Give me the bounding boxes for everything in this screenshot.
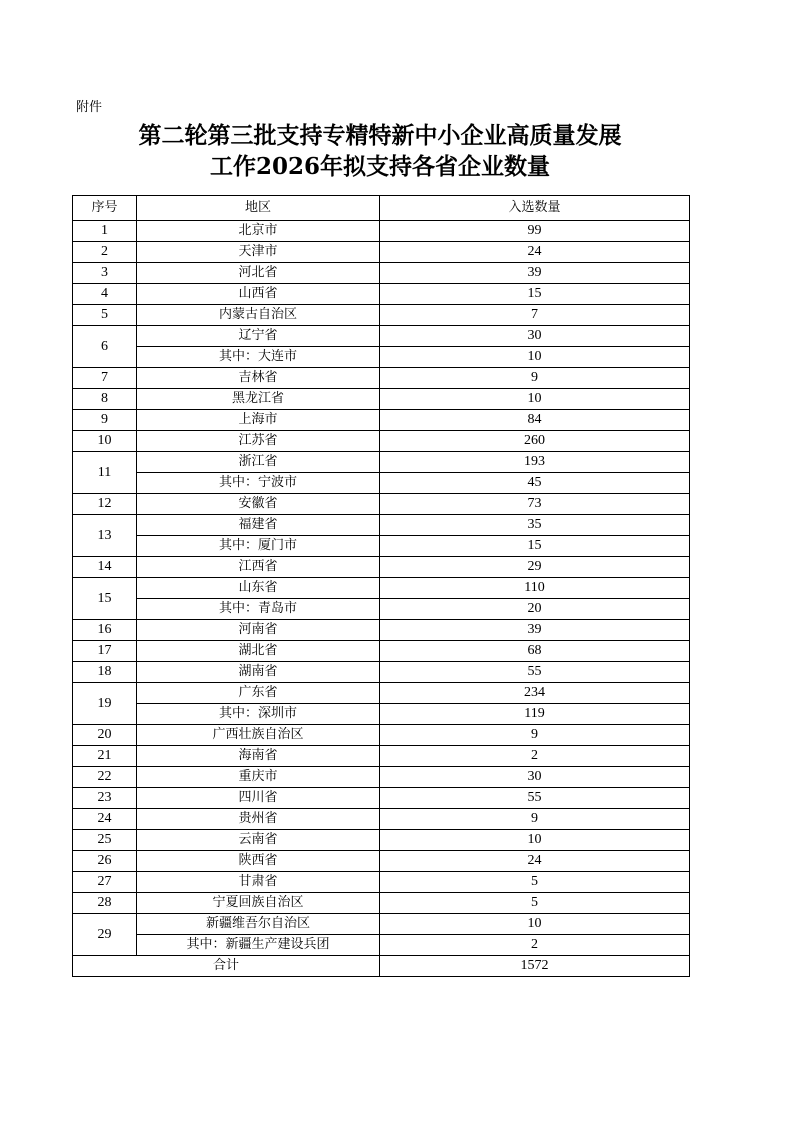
row-count: 30 (380, 767, 690, 788)
row-count: 7 (380, 305, 690, 326)
row-region: 宁夏回族自治区 (137, 893, 380, 914)
row-count: 9 (380, 368, 690, 389)
table-row (73, 851, 690, 872)
table-row (73, 767, 690, 788)
row-count: 84 (380, 410, 690, 431)
row-region: 其中：深圳市 (137, 704, 380, 725)
row-index: 23 (73, 788, 137, 809)
row-index: 19 (73, 683, 137, 725)
row-index: 14 (73, 557, 137, 578)
row-region: 新疆维吾尔自治区 (137, 914, 380, 935)
row-index: 17 (73, 641, 137, 662)
row-count: 68 (380, 641, 690, 662)
row-count: 2 (380, 935, 690, 956)
row-count: 45 (380, 473, 690, 494)
table-row (73, 788, 690, 809)
row-index: 4 (73, 284, 137, 305)
row-region: 北京市 (137, 221, 380, 242)
row-region: 其中：青岛市 (137, 599, 380, 620)
table-row (73, 662, 690, 683)
title-line-1: 第二轮第三批支持专精特新中小企业高质量发展 (138, 122, 622, 149)
row-index: 28 (73, 893, 137, 914)
row-index: 10 (73, 431, 137, 452)
row-index: 29 (73, 914, 137, 956)
row-region: 陕西省 (137, 851, 380, 872)
row-region: 天津市 (137, 242, 380, 263)
row-index: 13 (73, 515, 137, 557)
row-region: 其中：新疆生产建设兵团 (137, 935, 380, 956)
attachment-label: 附件 (76, 100, 103, 115)
row-count: 99 (380, 221, 690, 242)
table-row (73, 494, 690, 515)
table-row (73, 431, 690, 452)
table-row (73, 536, 690, 557)
row-region: 江西省 (137, 557, 380, 578)
row-index: 8 (73, 389, 137, 410)
total-row (73, 956, 690, 977)
row-count: 39 (380, 263, 690, 284)
row-index: 25 (73, 830, 137, 851)
table-row (73, 263, 690, 284)
table-row (73, 893, 690, 914)
row-index: 26 (73, 851, 137, 872)
row-index: 7 (73, 368, 137, 389)
header-count: 入选数量 (380, 196, 690, 221)
table-row (73, 305, 690, 326)
table-row (73, 704, 690, 725)
header-index: 序号 (73, 196, 137, 221)
row-region: 湖南省 (137, 662, 380, 683)
table-row (73, 326, 690, 347)
row-region: 云南省 (137, 830, 380, 851)
row-count: 24 (380, 851, 690, 872)
row-count: 2 (380, 746, 690, 767)
table-row (73, 410, 690, 431)
row-region: 山东省 (137, 578, 380, 599)
row-region: 其中：宁波市 (137, 473, 380, 494)
row-index: 22 (73, 767, 137, 788)
row-index: 5 (73, 305, 137, 326)
table-row (73, 641, 690, 662)
row-index: 16 (73, 620, 137, 641)
table-row (73, 872, 690, 893)
table-row (73, 515, 690, 536)
row-region: 其中：大连市 (137, 347, 380, 368)
row-region: 辽宁省 (137, 326, 380, 347)
row-count: 193 (380, 452, 690, 473)
row-count: 29 (380, 557, 690, 578)
table-row (73, 935, 690, 956)
row-count: 5 (380, 872, 690, 893)
row-index: 11 (73, 452, 137, 494)
row-index: 24 (73, 809, 137, 830)
table-row (73, 746, 690, 767)
row-region: 贵州省 (137, 809, 380, 830)
row-count: 10 (380, 914, 690, 935)
row-count: 24 (380, 242, 690, 263)
table-row (73, 368, 690, 389)
row-count: 10 (380, 830, 690, 851)
row-count: 39 (380, 620, 690, 641)
row-index: 9 (73, 410, 137, 431)
table-body (73, 221, 690, 956)
row-count: 10 (380, 347, 690, 368)
table-row (73, 599, 690, 620)
row-region: 海南省 (137, 746, 380, 767)
row-count: 9 (380, 809, 690, 830)
row-region: 河北省 (137, 263, 380, 284)
row-count: 15 (380, 284, 690, 305)
row-region: 安徽省 (137, 494, 380, 515)
table-row (73, 473, 690, 494)
row-count: 119 (380, 704, 690, 725)
row-index: 6 (73, 326, 137, 368)
row-region: 广西壮族自治区 (137, 725, 380, 746)
row-count: 260 (380, 431, 690, 452)
row-count: 10 (380, 389, 690, 410)
row-region: 河南省 (137, 620, 380, 641)
row-region: 四川省 (137, 788, 380, 809)
table-row (73, 284, 690, 305)
row-count: 9 (380, 725, 690, 746)
table-row (73, 683, 690, 704)
row-index: 27 (73, 872, 137, 893)
row-region: 浙江省 (137, 452, 380, 473)
row-count: 30 (380, 326, 690, 347)
table-row (73, 830, 690, 851)
row-index: 20 (73, 725, 137, 746)
row-region: 江苏省 (137, 431, 380, 452)
row-count: 73 (380, 494, 690, 515)
row-region: 广东省 (137, 683, 380, 704)
row-count: 234 (380, 683, 690, 704)
title-line-2: 工作2026年拟支持各省企业数量 (209, 153, 550, 180)
row-count: 35 (380, 515, 690, 536)
row-index: 1 (73, 221, 137, 242)
row-region: 山西省 (137, 284, 380, 305)
table-row (73, 578, 690, 599)
row-count: 110 (380, 578, 690, 599)
table-row (73, 620, 690, 641)
row-region: 重庆市 (137, 767, 380, 788)
row-count: 20 (380, 599, 690, 620)
row-region: 湖北省 (137, 641, 380, 662)
table-row (73, 242, 690, 263)
table-row (73, 221, 690, 242)
table-row (73, 557, 690, 578)
row-index: 21 (73, 746, 137, 767)
row-index: 3 (73, 263, 137, 284)
row-count: 55 (380, 788, 690, 809)
row-region: 其中：厦门市 (137, 536, 380, 557)
table-row (73, 347, 690, 368)
total-label: 合计 (73, 956, 380, 977)
document-title (72, 120, 688, 182)
row-count: 15 (380, 536, 690, 557)
row-region: 福建省 (137, 515, 380, 536)
row-count: 5 (380, 893, 690, 914)
header-region: 地区 (137, 196, 380, 221)
total-value: 1572 (380, 956, 690, 977)
row-index: 15 (73, 578, 137, 620)
row-index: 2 (73, 242, 137, 263)
row-region: 甘肃省 (137, 872, 380, 893)
table-row (73, 914, 690, 935)
row-region: 吉林省 (137, 368, 380, 389)
allocation-table (72, 195, 690, 977)
row-region: 内蒙古自治区 (137, 305, 380, 326)
row-index: 12 (73, 494, 137, 515)
table-row (73, 809, 690, 830)
row-region: 黑龙江省 (137, 389, 380, 410)
table-row (73, 725, 690, 746)
row-count: 55 (380, 662, 690, 683)
table-row (73, 389, 690, 410)
row-index: 18 (73, 662, 137, 683)
table-header-row (73, 196, 690, 221)
table-row (73, 452, 690, 473)
row-region: 上海市 (137, 410, 380, 431)
